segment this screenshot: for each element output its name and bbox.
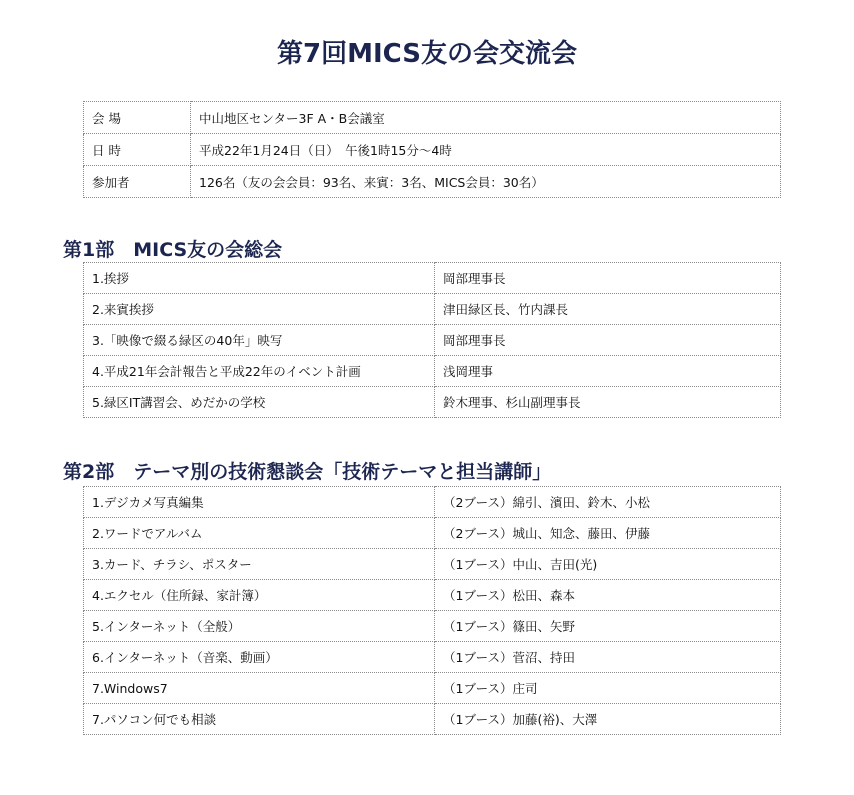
event-info-table [83, 101, 781, 198]
theme-item: 7.Windows7 [84, 673, 435, 704]
table-row [84, 704, 781, 735]
table-row [84, 356, 781, 387]
agenda-item: 3.「映像で綴る緑区の40年」映写 [84, 325, 435, 356]
part2-theme-table [83, 486, 781, 735]
table-row [84, 294, 781, 325]
table-row [84, 325, 781, 356]
info-label-datetime: 日 時 [84, 134, 191, 166]
theme-instructors: （2ブース）城山、知念、藤田、伊藤 [435, 518, 781, 549]
info-value-participants: 126名（友の会会員：93名、来賓：3名、MICS会員：30名） [191, 166, 781, 198]
table-row [84, 134, 781, 166]
agenda-person: 浅岡理事 [435, 356, 781, 387]
theme-instructors: （2ブース）綿引、濱田、鈴木、小松 [435, 487, 781, 518]
theme-item: 7.パソコン何でも相談 [84, 704, 435, 735]
theme-item: 2.ワードでアルバム [84, 518, 435, 549]
theme-item: 5.インターネット（全般） [84, 611, 435, 642]
theme-item: 1.デジカメ写真編集 [84, 487, 435, 518]
table-row [84, 263, 781, 294]
agenda-person: 津田緑区長、竹内課長 [435, 294, 781, 325]
table-row [84, 102, 781, 134]
info-label-venue: 会 場 [84, 102, 191, 134]
table-row [84, 580, 781, 611]
agenda-item: 2.来賓挨拶 [84, 294, 435, 325]
theme-instructors: （1ブース）松田、森本 [435, 580, 781, 611]
theme-instructors: （1ブース）篠田、矢野 [435, 611, 781, 642]
theme-instructors: （1ブース）加藤(裕)、大澤 [435, 704, 781, 735]
info-label-participants: 参加者 [84, 166, 191, 198]
table-row [84, 166, 781, 198]
part2-heading: 第2部 テーマ別の技術懇談会「技術テーマと担当講師」 [63, 461, 552, 483]
agenda-person: 鈴木理事、杉山副理事長 [435, 387, 781, 418]
table-row [84, 518, 781, 549]
agenda-person: 岡部理事長 [435, 325, 781, 356]
theme-item: 6.インターネット（音楽、動画） [84, 642, 435, 673]
info-value-datetime: 平成22年1月24日（日） 午後1時15分～4時 [191, 134, 781, 166]
table-row [84, 387, 781, 418]
table-row [84, 611, 781, 642]
agenda-person: 岡部理事長 [435, 263, 781, 294]
theme-instructors: （1ブース）中山、吉田(光) [435, 549, 781, 580]
info-value-venue: 中山地区センター3F A・B会議室 [191, 102, 781, 134]
agenda-item: 1.挨拶 [84, 263, 435, 294]
table-row [84, 487, 781, 518]
table-row [84, 549, 781, 580]
agenda-item: 5.緑区IT講習会、めだかの学校 [84, 387, 435, 418]
agenda-item: 4.平成21年会計報告と平成22年のイベント計画 [84, 356, 435, 387]
theme-item: 4.エクセル（住所録、家計簿） [84, 580, 435, 611]
table-row [84, 673, 781, 704]
theme-item: 3.カード、チラシ、ポスター [84, 549, 435, 580]
part1-heading: 第1部 MICS友の会総会 [63, 239, 283, 261]
page-title: 第7回MICS友の会交流会 [277, 39, 577, 69]
theme-instructors: （1ブース）菅沼、持田 [435, 642, 781, 673]
table-row [84, 642, 781, 673]
theme-instructors: （1ブース）庄司 [435, 673, 781, 704]
part1-agenda-table [83, 262, 781, 418]
